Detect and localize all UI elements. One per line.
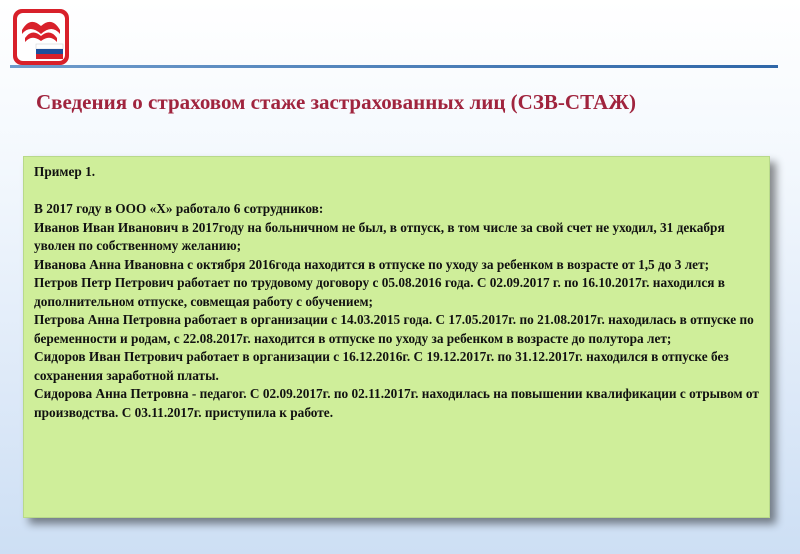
pfr-logo-icon xyxy=(12,8,70,66)
example-box xyxy=(23,156,770,518)
header-divider xyxy=(10,65,778,68)
employee-line: Петров Петр Петрович работает по трудовому договору с 05.08.2016 года. С 02.09.2017 г. по 16.10.2017г. находился в дополнительном отпуске, совмещая работу с обучением; xyxy=(34,275,725,309)
employee-line: Иванов Иван Иванович в 2017году на больничном не был, в отпуск, в том числе за свой счет не уходил, 31 декабря уволен по собственному желанию; xyxy=(34,219,725,253)
example-intro: В 2017 году в ООО «Х» работало 6 сотрудников: xyxy=(34,201,324,216)
slide-title: Сведения о страховом стаже застрахованных лиц (СЗВ-СТАЖ) xyxy=(36,90,636,114)
employee-line: Иванова Анна Ивановна с октября 2016года находится в отпуске по уходу за ребенком в возрасте от 1,5 до 3 лет; xyxy=(34,256,710,272)
spacer xyxy=(34,182,761,201)
employee-line: Петрова Анна Петровна работает в организации с 14.03.2015 года. С 17.05.2017г. по 21.08.2017г. находилась в отпуске по беременности и родам, с 22.08.2017г. находится в отпуске по уходу за ребенком в возрасте до полутора лет; xyxy=(34,312,754,346)
employee-line: Сидорова Анна Петровна - педагог. С 02.09.2017г. по 02.11.2017г. находилась на повышении квалификации с отрывом от производства. С 03.11.2017г. приступила к работе. xyxy=(34,386,759,420)
employee-line: Сидоров Иван Петрович работает в организации с 16.12.2016г. С 19.12.2017г. по 31.12.2017г. находился в отпуске без сохранения заработной платы. xyxy=(34,349,729,383)
example-label: Пример 1. xyxy=(34,164,96,179)
